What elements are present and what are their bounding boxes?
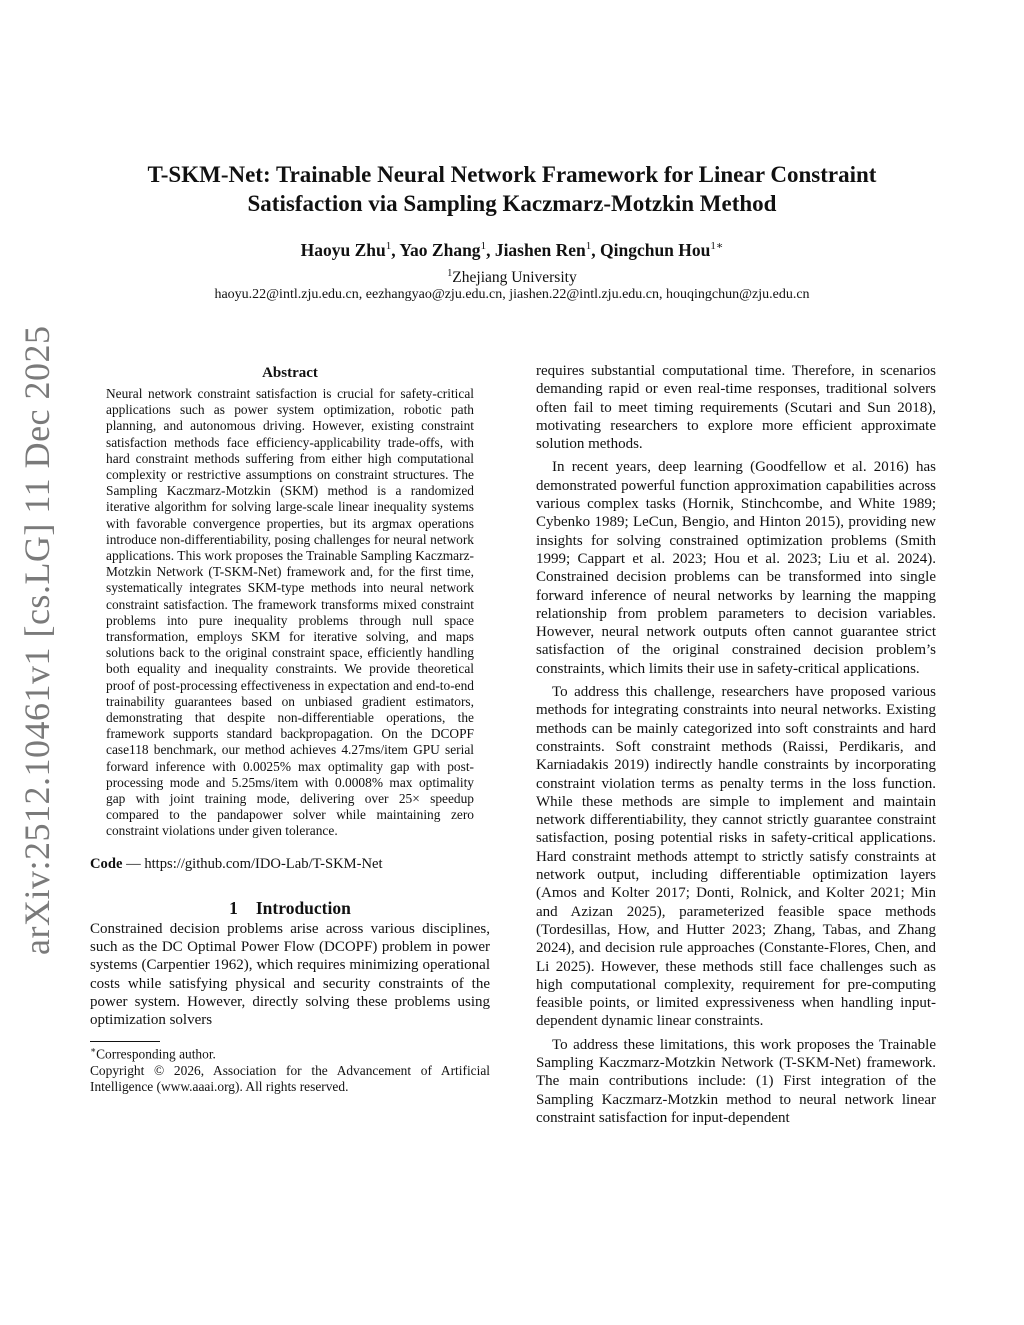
author-name: Yao Zhang [399,239,481,260]
section-heading-introduction [90,896,490,920]
author-emails: haoyu.22@intl.zju.edu.cn, eezhangyao@zju.edu.cn, jiashen.22@intl.zju.edu.cn, houqingchun@zju.edu.cn [214,287,810,302]
abstract-text: Neural network constraint satisfaction is crucial for safety-critical applications such as power system optimization, robotic path planning, and autonomous driving. However, existing constraint satisfaction methods face efficiency-applicability trade-offs, with hard constraint methods suffering from either high computational complexity or restrictive assumptions on constraint structures. The Sampling Kaczmarz-Motzkin (SKM) method is a randomized iterative algorithm for solving large-scale linear inequality systems with favorable convergence properties, but its argmax operations introduce non-differentiability, posing challenges for neural network applications. This work proposes the Trainable Sampling Kaczmarz-Motzkin Network (T-SKM-Net) framework and, for the first time, systematically integrates SKM-type methods into neural network constraint satisfaction. The framework transforms mixed constraint problems into pure inequality problems through null space transformation, employs SKM for iterative solving, and maps solutions back to the original constraint space, efficiently handling both equality and inequality constraints. We provide theoretical proof of post-processing effectiveness in expectation and end-to-end trainability guarantees based on unbiased gradient estimators, demonstrating that despite non-differentiable operations, the framework supports standard backpropagation. On the DCOPF case118 benchmark, our method achieves 4.27ms/item GPU serial forward inference with 0.0025% max optimality gap with post-processing mode and 5.25ms/item with 0.0008% max optimality gap with joint training mode, delivering over 25× speedup compared to the pandapower solver while maintaining zero constraint violations under given tolerance. [106,386,474,839]
author-separator: , [391,239,400,260]
author-mark: 1∗ [710,240,724,252]
author-name: Qingchun Hou [599,239,711,260]
footnote-text: Corresponding author. [96,1046,216,1062]
arxiv-stamp: arXiv:2512.10461v1 [cs.LG] 11 Dec 2025 [17,325,57,955]
intro-paragraph-2: requires substantial computational time. Therefore, in scenarios demanding rapid or even real-time responses, traditional solvers often fail to meet timing requirements (Scutari and Sun 2018), motivating researchers to explore more efficient approximate solution methods. [536,363,936,453]
author-list [80,234,944,262]
affiliation-mark: 1 [447,268,453,279]
intro-paragraph-5: To address these limitations, this work proposes the Trainable Sampling Kaczmarz-Motzkin Network (T-SKM-Net) framework. The main contributions include: (1) First integration of the Sampling Kaczmarz-Motzkin method to neural network linear constraint satisfaction for input-dependent [536,1036,936,1126]
author-mark: 1 [480,240,487,252]
section-title: Introduction [255,897,351,918]
author-separator: , [591,239,600,260]
paper-title [80,160,944,218]
author-name: Haoyu Zhu [300,239,386,260]
intro-paragraph-4: To address this challenge, researchers have proposed various methods for integrating constraints into neural networks. Existing methods can be mainly categorized into soft constraints and hard constraints. Soft constraint methods (Raissi, Perdikaris, and Karniadakis 2019) indirectly handle constraints by incorporating constraint violation terms as penalty terms in the loss function. While these methods are simple to implement and maintain network differentiability, they cannot strictly guarantee constraint satisfaction, posing potential risks in safety-critical applications. Hard constraint methods attempt to strictly satisfy constraints at network output, including differentiable optimization layers (Amos and Kolter 2017; Donti, Rolnick, and Kolter 2021; Min and Azizan 2025), parameterized feasible space methods (Tordesillas, How, and Hutter 2023; Zhang, Tabas, and Zhang 2024), and decision rule approaches (Constante-Flores, Chen, and Li 2025). However, these methods still face challenges such as high computational complexity, requirement for pre-computing feasible points, or limited expressiveness when handling input-dependent dynamic linear constraints. [536,684,936,1030]
copyright-notice: Copyright © 2026, Association for the Advancement of Artificial Intelligence (www.aaai.org). All rights reserved. [90,1062,490,1094]
author-name: Jiashen Ren [494,239,586,260]
intro-paragraph-1: Constrained decision problems arise across various disciplines, such as the DC Optimal Power Flow (DCOPF) problem in power systems (Carpentier 1962), which requires minimizing operational costs while satisfying physical and security constraints of the power system. However, directly solving these problems using optimization solvers [90,920,490,1029]
left-column [90,362,490,1095]
title-line-1: T-SKM-Net: Trainable Neural Network Framework for Linear Constraint [147,162,877,187]
author-mark: 1 [385,240,392,252]
code-label: Code [90,855,123,872]
footnote-mark: ∗ [90,1045,97,1056]
code-link-line [90,854,490,874]
intro-paragraph-3: In recent years, deep learning (Goodfellow et al. 2016) has demonstrated powerful function approximation capabilities across various complex tasks (Hornik, Stinchcombe, and White 1989; Cybenko 1989; LeCun, Bengio, and Hinton 2015), providing new insights for solving constrained optimization problems (Smith 1999; Cappart et al. 2023; Hou et al. 2023; Liu et al. 2024). Constrained decision problems can be transformed into single forward inference of neural networks by learning the mapping relationship from problem parameters to decision variables. However, neural network outputs often cannot guarantee strict satisfaction of the original constrained decision problem’s constraints, which limits their use in safety-critical applications. [536,459,936,677]
abstract-heading: Abstract [262,365,318,381]
code-url[interactable]: https://github.com/IDO-Lab/T-SKM-Net [144,855,383,872]
code-dash: — [122,855,145,872]
right-column [536,362,936,1127]
footnote [90,1042,490,1062]
title-line-2: Satisfaction via Sampling Kaczmarz-Motzkin Method [247,191,777,216]
author-mark: 1 [585,240,592,252]
section-number: 1 [229,897,238,918]
author-separator: , [486,239,495,260]
affiliation-name: Zhejiang University [452,269,577,287]
